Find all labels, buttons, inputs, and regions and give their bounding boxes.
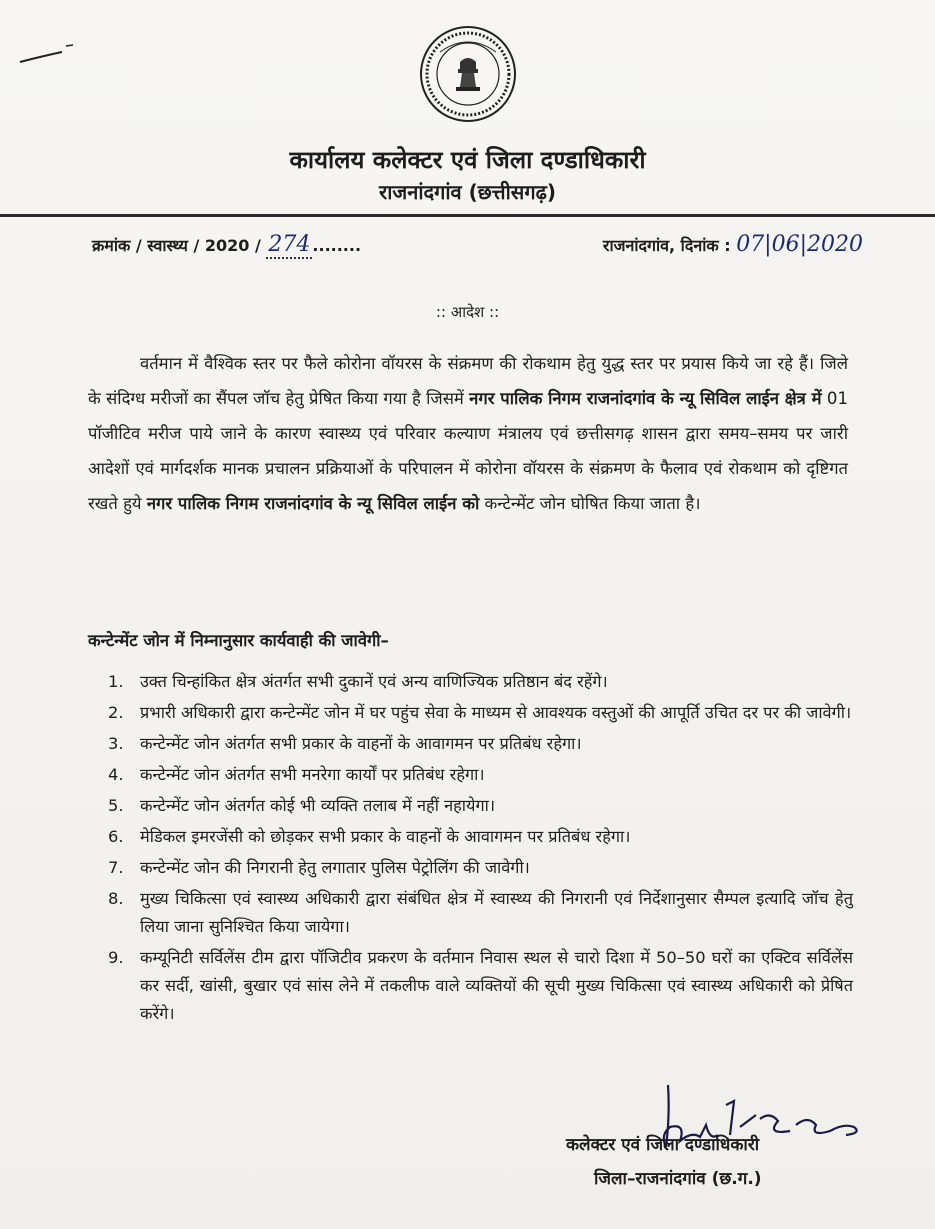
signatory-district: जिला–राजनांदगांव (छ.ग.) xyxy=(594,1169,762,1189)
list-item-number: 2. xyxy=(108,703,124,722)
list-item-text: कन्टेन्मेंट जोन अंतर्गत सभी प्रकार के वाहनों के आवागमन पर प्रतिबंध रहेगा। xyxy=(140,734,582,753)
list-item xyxy=(108,944,853,1028)
list-item xyxy=(108,823,853,851)
office-title: कार्यालय कलेक्टर एवं जिला दण्डाधिकारी xyxy=(289,146,646,174)
reference-number-row xyxy=(92,232,361,257)
body-bold-2: नगर पालिक निगम राजनांदगांव के न्यू सिविल लाईन को xyxy=(146,494,480,513)
list-item-number: 1. xyxy=(108,672,124,691)
pen-stroke-mark xyxy=(18,42,78,67)
list-item-text: प्रभारी अधिकारी द्वारा कन्टेन्मेंट जोन में घर पहुंच सेवा के माध्यम से आवश्यक वस्तुओं की आपूर्ति उचित दर पर की जावेगी। xyxy=(140,703,852,722)
office-location: राजनांदगांव (छत्तीसगढ़) xyxy=(379,180,556,204)
list-item xyxy=(108,854,853,882)
order-heading: :: आदेश :: xyxy=(435,303,500,321)
list-heading: कन्टेन्मेंट जोन में निम्नानुसार कार्यवाही की जावेगी– xyxy=(88,631,389,650)
list-item-text: मेडिकल इमरजेंसी को छोड़कर सभी प्रकार के वाहनों के आवागमन पर प्रतिबंध रहेगा। xyxy=(140,827,631,846)
list-item-number: 6. xyxy=(108,827,124,846)
body-bold-1: नगर पालिक निगम राजनांदगांव के न्यू सिविल लाईन क्षेत्र में xyxy=(469,389,822,408)
list-item-number: 5. xyxy=(108,796,124,815)
list-item-number: 3. xyxy=(108,734,124,753)
reference-dots: ........ xyxy=(312,236,362,255)
list-item xyxy=(108,885,853,941)
list-item-number: 9. xyxy=(108,948,124,967)
date-handwritten: 07|06|2020 xyxy=(736,232,863,257)
reference-number-handwritten: 274 xyxy=(268,232,311,257)
list-item-text: कन्टेन्मेंट जोन अंतर्गत सभी मनरेगा कार्यों पर प्रतिबंध रहेगा। xyxy=(140,765,485,784)
list-item xyxy=(108,668,853,696)
body-text-3: कन्टेन्मेंट जोन घोषित किया जाता है। xyxy=(479,494,701,513)
order-body-paragraph xyxy=(88,346,848,521)
chhattisgarh-government-seal-icon xyxy=(418,24,518,124)
body-text-1: वर्तमान में वैश्विक स्तर पर फैले कोरोना वॉयरस के संक्रमण की रोकथाम हेतु युद्ध स्तर पर प्रयास किये जा रहे हैं। जिले के संदिग्ध मरीजों का सैंपल जॉच हेतु प्रेषित किया गया है जिसमें xyxy=(88,354,848,408)
list-item-text: कन्टेन्मेंट जोन अंतर्गत कोई भी व्यक्ति तलाब में नहीं नहायेगा। xyxy=(140,796,495,815)
list-item-text: उक्त चिन्हांकित क्षेत्र अंतर्गत सभी दुकानें एवं अन्य वाणिज्यिक प्रतिष्ठान बंद रहेंगे। xyxy=(140,672,608,691)
list-item-text: कन्टेन्मेंट जोन की निगरानी हेतु लगातार पुलिस पेट्रोलिंग की जावेगी। xyxy=(140,858,530,877)
header-divider xyxy=(0,214,935,217)
list-item-text: मुख्य चिकित्सा एवं स्वास्थ्य अधिकारी द्वारा संबंधित क्षेत्र में स्वास्थ्य की निगरानी एवं निर्देशानुसार सैम्पल इत्यादि जॉच हेतु लिया जाना सुनिश्चित किया जायेगा। xyxy=(140,889,853,936)
list-item-number: 8. xyxy=(108,889,124,908)
list-item xyxy=(108,730,853,758)
signatory-title: कलेक्टर एवं जिला दण्डाधिकारी xyxy=(566,1135,760,1155)
list-item xyxy=(108,792,853,820)
list-item xyxy=(108,761,853,789)
list-item-number: 4. xyxy=(108,765,124,784)
list-item xyxy=(108,699,853,727)
body-text-2: 01 पॉजीटिव मरीज पाये जाने के कारण स्वास्थ्य एवं परिवार कल्याण मंत्रालय एवं छत्तीसगढ़ शासन द्वारा समय–समय पर जारी आदेशों एवं मार्गदर्शक मानक प्रचालन प्रक्रियाओं के परिपालन में कोरोना वॉयरस के संक्रमण के फैलाव एवं रोकथाम को दृष्टिगत रखते हुये xyxy=(88,389,848,513)
reference-prefix: क्रमांक / स्वास्थ्य / 2020 / xyxy=(92,236,267,255)
action-list xyxy=(108,668,853,1031)
date-row xyxy=(603,232,863,257)
date-label: राजनांदगांव, दिनांक : xyxy=(602,236,737,255)
list-item-number: 7. xyxy=(108,858,124,877)
list-item-text: कम्यूनिटी सर्विलेंस टीम द्वारा पॉजिटीव प्रकरण के वर्तमान निवास स्थल से चारो दिशा में 50–50 घरों का एक्टिव सर्विलेंस कर सर्दी, खांसी, बुखार एवं सांस लेने में तकलीफ वाले व्यक्तियों की सूची मुख्य चिकित्सा एवं स्वास्थ्य अधिकारी को प्रेषित करेंगे। xyxy=(140,948,853,1023)
